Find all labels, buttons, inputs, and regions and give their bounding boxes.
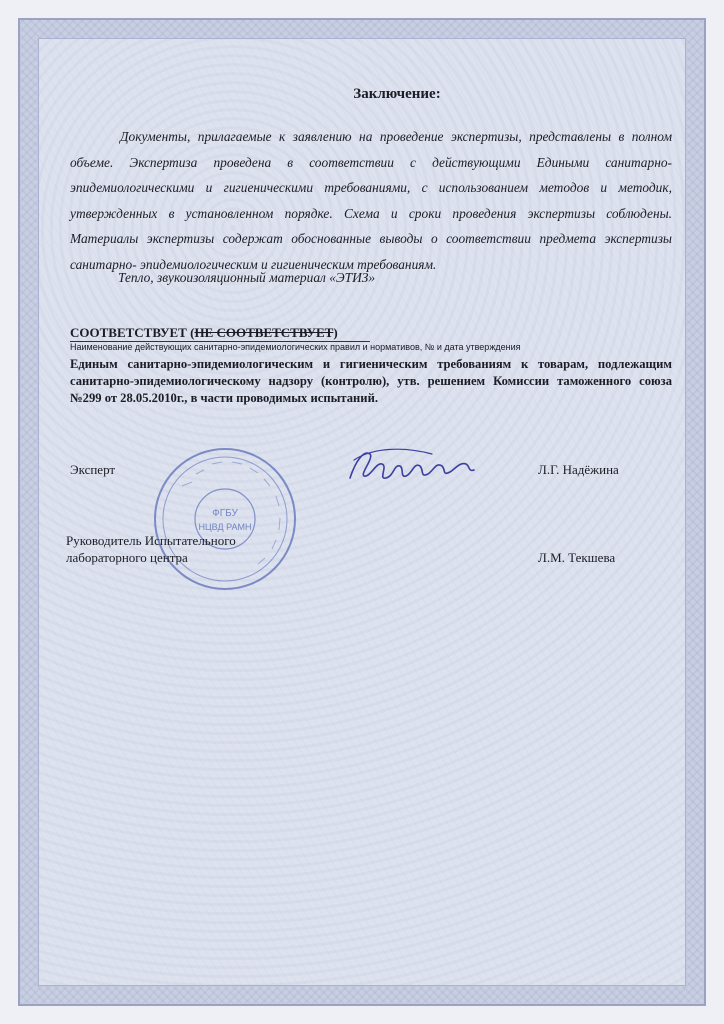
head-label-line2: лабораторного центра [66, 550, 188, 565]
stamp-center-line1: ФГБУ [212, 508, 238, 519]
head-label [66, 532, 236, 566]
document-title: Заключение: [353, 86, 441, 102]
verdict-paren-close: ) [333, 325, 338, 340]
verdict [70, 325, 338, 341]
regulation-text: Единым санитарно-эпидемиологическим и гигиеническим требованиям к товарам, подлежащим санитарно-эпидемиологическому надзору (контролю), утв. решением Комиссии таможенного союза №299 от 28.05.2010г., в части проводимых испытаний. [70, 357, 672, 405]
stamp-center-line2: НЦВД РАМН [198, 522, 252, 532]
regulation-caption: Наименование действующих санитарно-эпидемиологических правил и нормативов, № и дата утверждения [70, 342, 521, 352]
round-stamp-icon [152, 446, 298, 592]
verdict-struck: НЕ СООТВЕТСТВУЕТ [194, 325, 334, 340]
verdict-complies: СООТВЕТСТВУЕТ [70, 325, 187, 340]
handwritten-signature-icon [342, 440, 482, 490]
expert-label: Эксперт [70, 462, 116, 477]
verdict-paren-open: ( [186, 325, 195, 340]
expert-name: Л.Г. Надёжина [538, 462, 619, 477]
head-name: Л.М. Текшева [538, 550, 616, 565]
conclusion-body: Документы, прилагаемые к заявлению на проведение экспертизы, представлены в полном объеме. Экспертиза проведена в соответствии с действующими Едиными санитарно-эпидемиологическими и гигиеническими требованиями, с использованием методов и методик, утвержденных в установленном порядке. Схема и сроки проведения экспертизы соблюдены. Материалы экспертизы содержат обоснованные выводы о соответствии предмета экспертизы санитарно- эпидемиологическим и гигиеническим требованиям. [70, 129, 672, 272]
product-name: Тепло, звукоизоляционный материал «ЭТИЗ» [118, 270, 376, 285]
head-label-line1: Руководитель Испытательного [66, 533, 236, 548]
